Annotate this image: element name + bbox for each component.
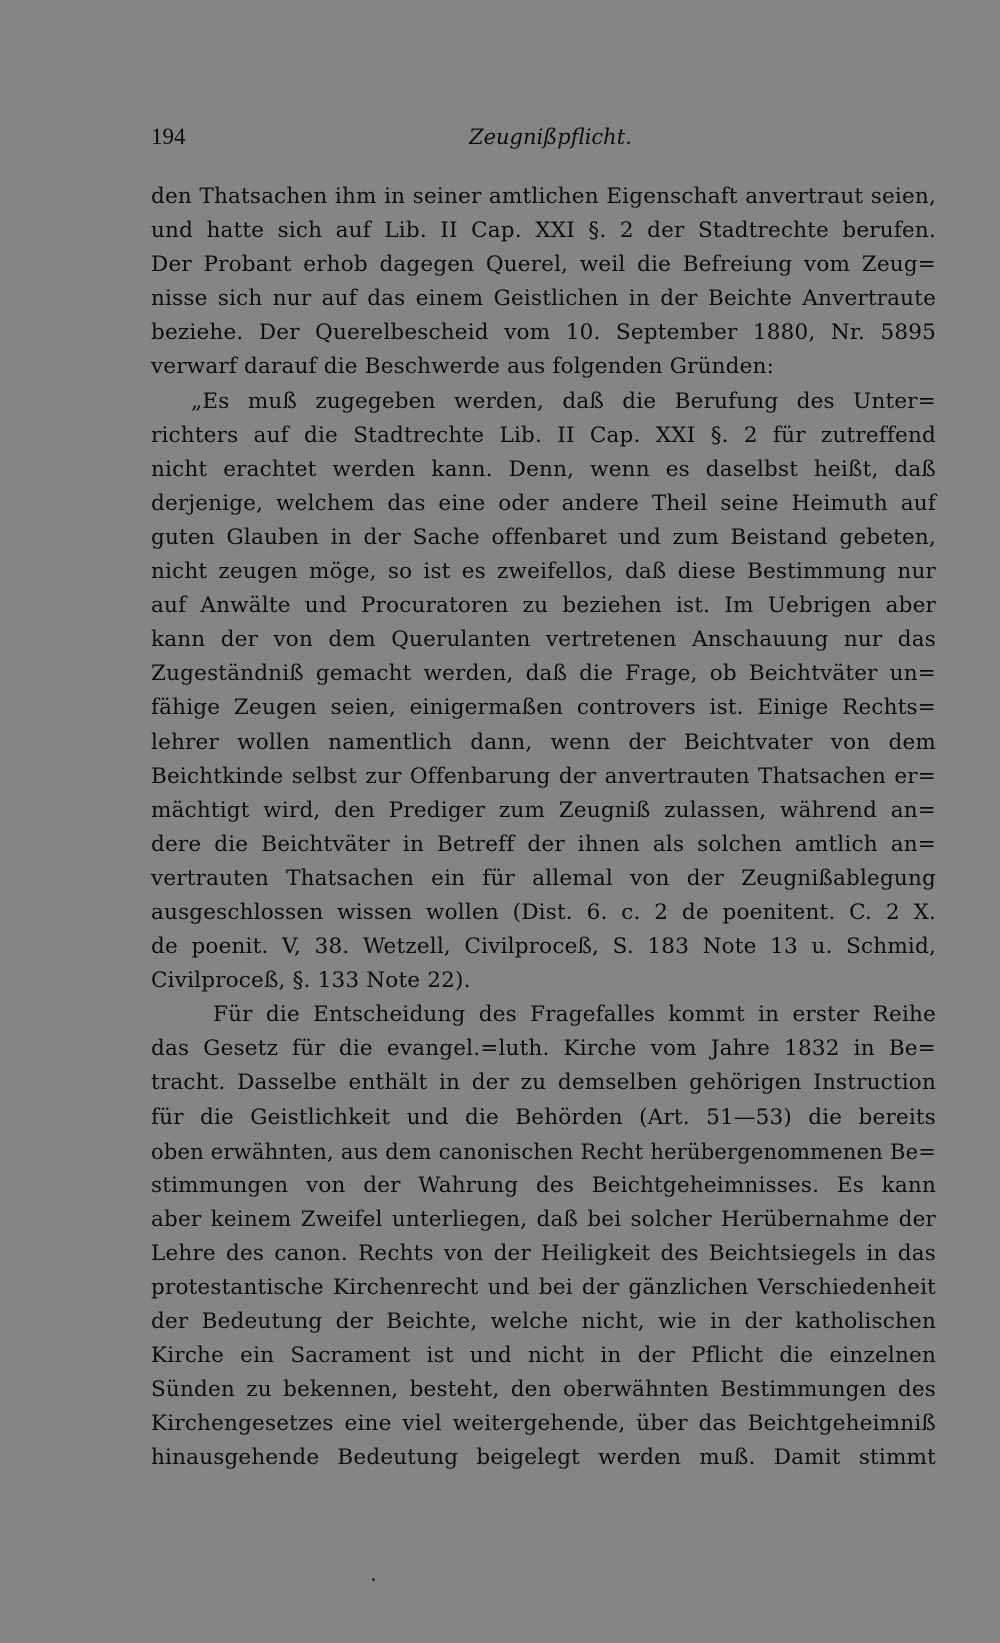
page-header xyxy=(151,124,936,158)
text-line: fähige Zeugen seien, einigermaßen controvers ist. Einige Rechts= xyxy=(151,695,936,721)
text-line: richters auf die Stadtrechte Lib. II Cap. XXI §. 2 für zutreffend xyxy=(151,422,936,448)
text-line: nicht zeugen möge, so ist es zweifellos, daß diese Bestimmung nur xyxy=(151,559,936,585)
text-line: Für die Entscheidung des Fragefalles kommt in erster Reihe xyxy=(213,1002,936,1028)
text-line: „Es muß zugegeben werden, daß die Berufung des Unter= xyxy=(191,388,936,414)
printing-speck xyxy=(372,1578,375,1581)
text-line: kann der von dem Querulanten vertretenen Anschauung nur das xyxy=(151,627,936,653)
text-line: nicht erachtet werden kann. Denn, wenn es daselbst heißt, daß xyxy=(151,456,936,482)
text-line: guten Glauben in der Sache offenbaret und zum Beistand gebeten, xyxy=(151,524,936,550)
text-line: ausgeschlossen wissen wollen (Dist. 6. c. 2 de poenitent. C. 2 X. xyxy=(151,899,936,925)
text-line: de poenit. V, 38. Wetzell, Civilproceß, S. 183 Note 13 u. Schmid, xyxy=(151,934,936,960)
text-line: mächtigt wird, den Prediger zum Zeugniß zulassen, während an= xyxy=(151,797,936,823)
text-line: Sünden zu bekennen, besteht, den oberwähnten Bestimmungen des xyxy=(151,1377,936,1403)
page-number: 194 xyxy=(151,124,186,149)
text-line: das Gesetz für die evangel.=luth. Kirche vom Jahre 1832 in Be= xyxy=(151,1036,936,1062)
text-line: derjenige, welchem das eine oder andere Theil seine Heimuth auf xyxy=(151,490,936,516)
text-line: den Thatsachen ihm in seiner amtlichen Eigenschaft anvertraut seien, xyxy=(151,184,936,209)
text-line: oben erwähnten, aus dem canonischen Recht herübergenommenen Be= xyxy=(151,1139,936,1164)
text-line: aber keinem Zweifel unterliegen, daß bei solcher Herübernahme der xyxy=(151,1206,936,1232)
text-line: Der Probant erhob dagegen Querel, weil die Befreiung vom Zeug= xyxy=(151,252,936,278)
text-line: nisse sich nur auf das einem Geistlichen in der Beichte Anvertraute xyxy=(151,286,936,312)
text-line: Civilproceß, §. 133 Note 22). xyxy=(151,968,471,994)
text-line: der Bedeutung der Beichte, welche nicht, wie in der katholischen xyxy=(151,1309,936,1335)
text-line: Beichtkinde selbst zur Offenbarung der anvertrauten Thatsachen er= xyxy=(151,763,936,789)
text-line: vertrauten Thatsachen ein für allemal von der Zeugnißablegung xyxy=(151,865,936,891)
text-line: protestantische Kirchenrecht und bei der gänzlichen Verschiedenheit xyxy=(151,1275,936,1300)
text-line: beziehe. Der Querelbescheid vom 10. September 1880, Nr. 5895 xyxy=(151,320,936,346)
text-line: lehrer wollen namentlich dann, wenn der Beichtvater von dem xyxy=(151,729,936,755)
text-line: Kirchengesetzes eine viel weitergehende, über das Beichtgeheimniß xyxy=(151,1411,936,1437)
body-text xyxy=(151,180,936,1476)
text-line: auf Anwälte und Procuratoren zu beziehen ist. Im Uebrigen aber xyxy=(151,593,936,619)
text-line: Kirche ein Sacrament ist und nicht in der Pflicht die einzelnen xyxy=(151,1343,936,1369)
running-title: Zeugnißpflicht. xyxy=(469,125,632,149)
text-line: Zugeständniß gemacht werden, daß die Frage, ob Beichtväter un= xyxy=(151,661,936,687)
text-line: stimmungen von der Wahrung des Beichtgeheimnisses. Es kann xyxy=(151,1172,936,1198)
text-line: für die Geistlichkeit und die Behörden (Art. 51—53) die bereits xyxy=(151,1104,936,1130)
text-line: hinausgehende Bedeutung beigelegt werden muß. Damit stimmt xyxy=(151,1445,936,1471)
text-line: dere die Beichtväter in Betreff der ihnen als solchen amtlich an= xyxy=(151,831,936,857)
text-line: tracht. Dasselbe enthält in der zu demselben gehörigen Instruction xyxy=(151,1070,936,1096)
text-line: und hatte sich auf Lib. II Cap. XXI §. 2 der Stadtrechte berufen. xyxy=(151,218,936,244)
text-line: verwarf darauf die Beschwerde aus folgenden Gründen: xyxy=(151,354,775,380)
text-line: Lehre des canon. Rechts von der Heiligkeit des Beichtsiegels in das xyxy=(151,1240,936,1266)
